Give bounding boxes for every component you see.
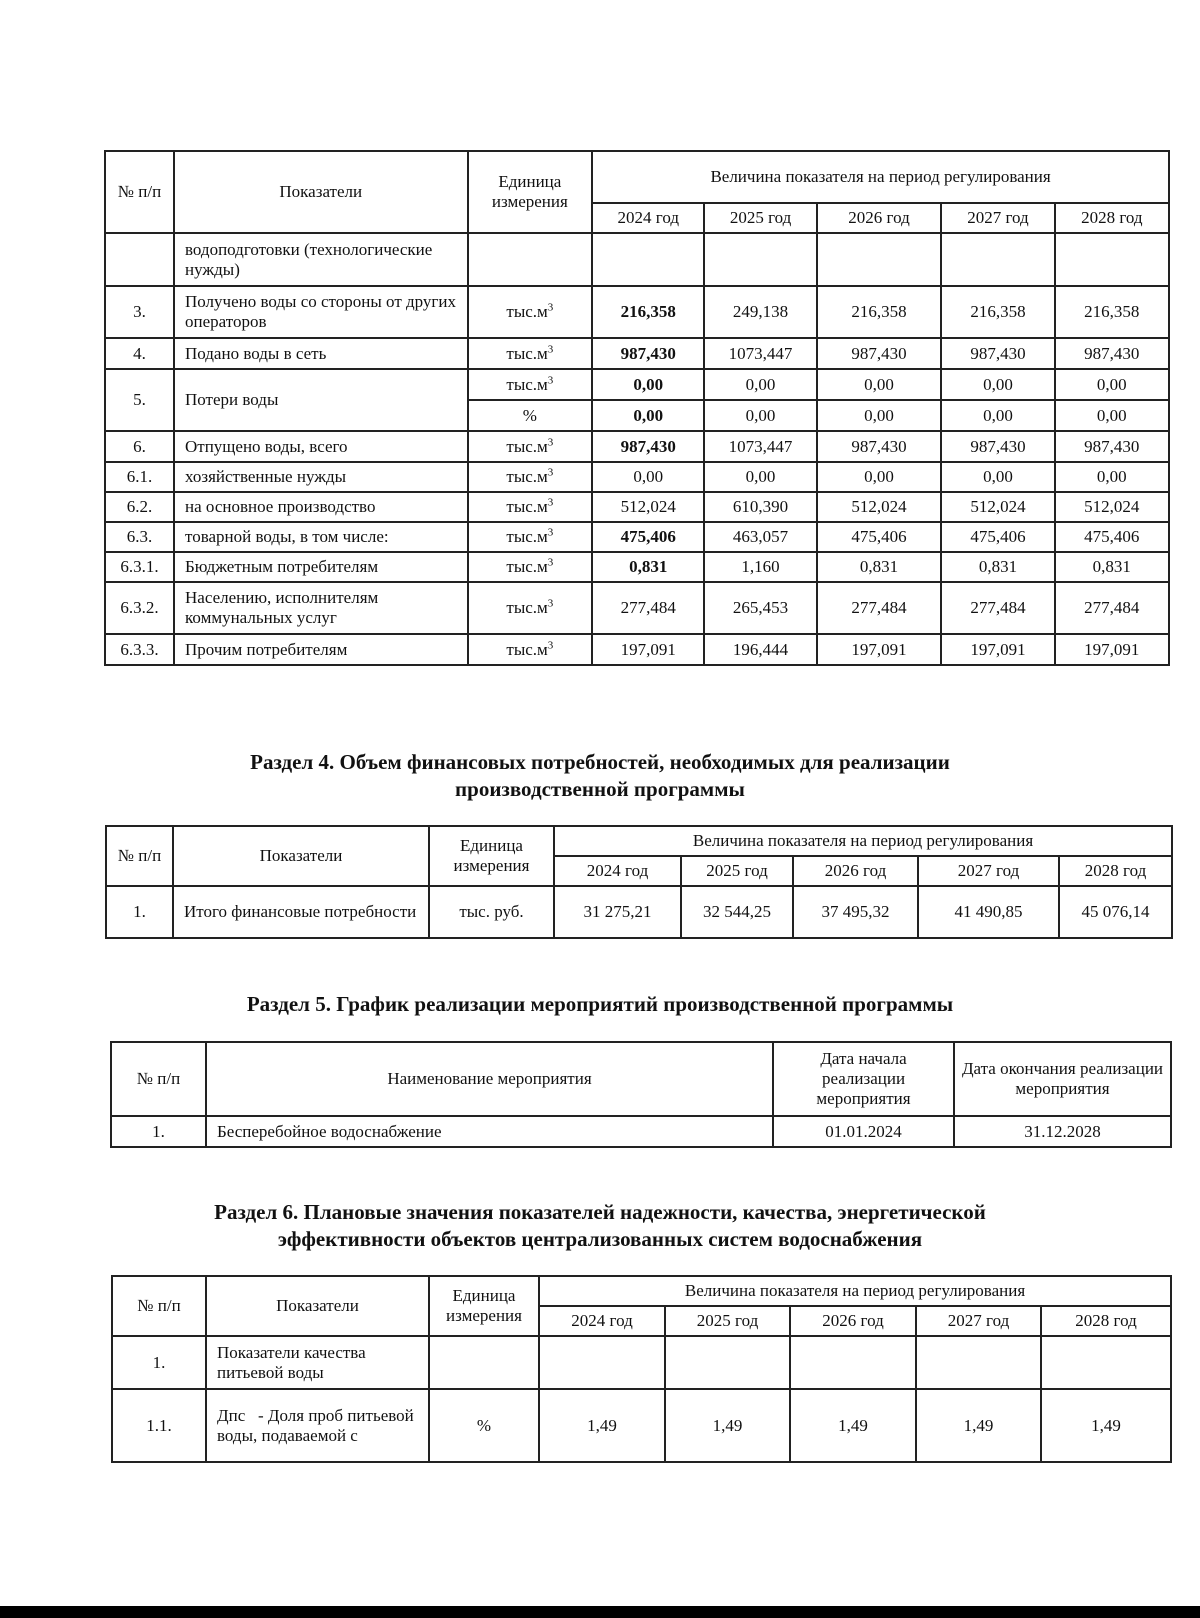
table-row xyxy=(105,492,1169,522)
cell-value: 197,091 xyxy=(941,634,1054,665)
cell-value xyxy=(665,1336,790,1389)
row-num: 1. xyxy=(111,1116,206,1147)
cell-value: 512,024 xyxy=(817,492,942,522)
row-name: Прочим потребителям xyxy=(174,634,468,665)
cell-value: 0,831 xyxy=(817,552,942,582)
row-unit: $тыс.м^3$ xyxy=(468,582,593,634)
row-name: Дпс - Доля проб питьевой воды, подаваемой с xyxy=(206,1389,429,1462)
row-name: Получено воды со стороны от других операторов xyxy=(174,286,468,338)
cell-value xyxy=(1041,1336,1171,1389)
cell-value: 475,406 xyxy=(817,522,942,552)
cell-value: 0,00 xyxy=(1055,400,1169,431)
header-year: 2026 год xyxy=(817,203,942,233)
header-num: № п/п xyxy=(105,151,174,233)
table-row xyxy=(105,431,1169,462)
cell-value: 0,00 xyxy=(941,462,1054,492)
cell-value: 1,49 xyxy=(916,1389,1041,1462)
cell-value: 1,160 xyxy=(704,552,816,582)
cell-value: 0,00 xyxy=(817,369,942,400)
cell-value: 987,430 xyxy=(1055,431,1169,462)
cell-value: 196,444 xyxy=(704,634,816,665)
header-unit: Единица измерения xyxy=(429,826,554,886)
cell-value: 0,00 xyxy=(592,462,704,492)
section5-title: Раздел 5. График реализации мероприятий производственной программы xyxy=(246,992,954,1016)
cell-value: 216,358 xyxy=(592,286,704,338)
row-unit: % xyxy=(468,400,593,431)
row-name: Итого финансовые потребности xyxy=(173,886,429,938)
section6-title: Раздел 6. Плановые значения показателей надежности, качества, энергетической эффективности объектов централизованных систем водоснабжения xyxy=(214,1200,986,1251)
row-name: Бесперебойное водоснабжение xyxy=(206,1116,773,1147)
row-unit: $тыс.м^3$ xyxy=(468,369,593,400)
table-row xyxy=(111,1116,1171,1147)
row-end-date: 31.12.2028 xyxy=(954,1116,1171,1147)
row-unit: тыс. руб. xyxy=(429,886,554,938)
table-row xyxy=(105,233,1169,286)
header-year: 2026 год xyxy=(793,856,918,886)
header-year: 2027 год xyxy=(941,203,1054,233)
row-name: товарной воды, в том числе: xyxy=(174,522,468,552)
cell-value: 0,00 xyxy=(941,400,1054,431)
row-unit: $тыс.м^3$ xyxy=(468,634,593,665)
row-unit: $тыс.м^3$ xyxy=(468,552,593,582)
row-unit xyxy=(429,1336,539,1389)
cell-value: 41 490,85 xyxy=(918,886,1059,938)
table-row xyxy=(105,582,1169,634)
row-num: 1. xyxy=(112,1336,206,1389)
row-num: 6.3.3. xyxy=(105,634,174,665)
row-num xyxy=(105,233,174,286)
cell-value: 0,831 xyxy=(941,552,1054,582)
cell-value xyxy=(704,233,816,286)
cell-value: 1,49 xyxy=(665,1389,790,1462)
cell-value: 32 544,25 xyxy=(681,886,793,938)
scan-edge-bar xyxy=(0,1606,1200,1618)
cell-value: 216,358 xyxy=(817,286,942,338)
cell-value: 0,831 xyxy=(1055,552,1169,582)
cell-value: 987,430 xyxy=(941,431,1054,462)
header-value-group: Величина показателя на период регулирования xyxy=(592,151,1169,203)
header-indicator: Показатели xyxy=(173,826,429,886)
cell-value xyxy=(592,233,704,286)
header-unit: Единица измерения xyxy=(429,1276,539,1336)
cell-value: 987,430 xyxy=(941,338,1054,369)
cell-value: 0,00 xyxy=(592,369,704,400)
cell-value: 463,057 xyxy=(704,522,816,552)
row-name: Бюджетным потребителям xyxy=(174,552,468,582)
header-event-name: Наименование мероприятия xyxy=(206,1042,773,1116)
table-row xyxy=(105,286,1169,338)
row-start-date: 01.01.2024 xyxy=(773,1116,954,1147)
row-num: 6.3.2. xyxy=(105,582,174,634)
table-row xyxy=(112,1336,1171,1389)
row-name: водоподготовки (технологические нужды) xyxy=(174,233,468,286)
table-row xyxy=(105,522,1169,552)
cell-value: 216,358 xyxy=(941,286,1054,338)
cell-value xyxy=(539,1336,665,1389)
header-year: 2027 год xyxy=(916,1306,1041,1336)
row-num: 6.3. xyxy=(105,522,174,552)
row-num: 6.1. xyxy=(105,462,174,492)
row-name: Населению, исполнителям коммунальных услуг xyxy=(174,582,468,634)
header-num: № п/п xyxy=(111,1042,206,1116)
cell-value: 475,406 xyxy=(941,522,1054,552)
cell-value: 1073,447 xyxy=(704,431,816,462)
row-name: Потери воды xyxy=(174,369,468,431)
header-year: 2024 год xyxy=(539,1306,665,1336)
cell-value: 475,406 xyxy=(592,522,704,552)
water-balance-table xyxy=(104,150,1170,666)
table-row xyxy=(112,1389,1171,1462)
cell-value: 1,49 xyxy=(790,1389,916,1462)
cell-value xyxy=(1055,233,1169,286)
cell-value: 37 495,32 xyxy=(793,886,918,938)
row-unit: % xyxy=(429,1389,539,1462)
row-unit xyxy=(468,233,593,286)
cell-value: 1,49 xyxy=(539,1389,665,1462)
cell-value: 0,00 xyxy=(704,369,816,400)
table-row xyxy=(105,552,1169,582)
row-unit: $тыс.м^3$ xyxy=(468,338,593,369)
cell-value: 277,484 xyxy=(941,582,1054,634)
header-year: 2025 год xyxy=(681,856,793,886)
table-row xyxy=(105,634,1169,665)
header-year: 2026 год xyxy=(790,1306,916,1336)
header-year: 2028 год xyxy=(1059,856,1172,886)
cell-value: 987,430 xyxy=(1055,338,1169,369)
row-unit: $тыс.м^3$ xyxy=(468,462,593,492)
header-value-group: Величина показателя на период регулирования xyxy=(554,826,1172,856)
header-year: 2025 год xyxy=(665,1306,790,1336)
cell-value: 0,00 xyxy=(704,462,816,492)
table-row xyxy=(105,462,1169,492)
cell-value: 0,00 xyxy=(592,400,704,431)
cell-value: 0,00 xyxy=(704,400,816,431)
schedule-table xyxy=(110,1041,1172,1148)
row-num: 1. xyxy=(106,886,173,938)
row-name: Подано воды в сеть xyxy=(174,338,468,369)
table-row xyxy=(106,886,1172,938)
cell-value: 475,406 xyxy=(1055,522,1169,552)
row-name: Отпущено воды, всего xyxy=(174,431,468,462)
row-num: 5. xyxy=(105,369,174,431)
cell-value: 610,390 xyxy=(704,492,816,522)
row-num: 6.3.1. xyxy=(105,552,174,582)
cell-value: 987,430 xyxy=(592,431,704,462)
row-unit: $тыс.м^3$ xyxy=(468,286,593,338)
cell-value: 277,484 xyxy=(817,582,942,634)
row-num: 3. xyxy=(105,286,174,338)
header-year: 2028 год xyxy=(1041,1306,1171,1336)
header-indicator: Показатели xyxy=(206,1276,429,1336)
cell-value: 45 076,14 xyxy=(1059,886,1172,938)
cell-value: 512,024 xyxy=(592,492,704,522)
row-unit: $тыс.м^3$ xyxy=(468,522,593,552)
cell-value: 0,831 xyxy=(592,552,704,582)
cell-value: 197,091 xyxy=(592,634,704,665)
cell-value: 216,358 xyxy=(1055,286,1169,338)
cell-value: 277,484 xyxy=(1055,582,1169,634)
cell-value: 1,49 xyxy=(1041,1389,1171,1462)
cell-value: 0,00 xyxy=(1055,462,1169,492)
row-num: 1.1. xyxy=(112,1389,206,1462)
header-year: 2028 год xyxy=(1055,203,1169,233)
row-name: хозяйственные нужды xyxy=(174,462,468,492)
header-end-date: Дата окончания реализации мероприятия xyxy=(954,1042,1171,1116)
cell-value: 512,024 xyxy=(1055,492,1169,522)
header-num: № п/п xyxy=(106,826,173,886)
cell-value xyxy=(941,233,1054,286)
header-year: 2027 год xyxy=(918,856,1059,886)
cell-value xyxy=(817,233,942,286)
header-year: 2025 год xyxy=(704,203,816,233)
header-year: 2024 год xyxy=(592,203,704,233)
cell-value: 987,430 xyxy=(817,338,942,369)
cell-value: 31 275,21 xyxy=(554,886,681,938)
header-indicator: Показатели xyxy=(174,151,468,233)
row-unit: $тыс.м^3$ xyxy=(468,492,593,522)
cell-value: 1073,447 xyxy=(704,338,816,369)
cell-value: 197,091 xyxy=(1055,634,1169,665)
cell-value: 512,024 xyxy=(941,492,1054,522)
header-start-date: Дата начала реализации мероприятия xyxy=(773,1042,954,1116)
header-year: 2024 год xyxy=(554,856,681,886)
cell-value: 987,430 xyxy=(817,431,942,462)
header-num: № п/п xyxy=(112,1276,206,1336)
cell-value: 0,00 xyxy=(817,400,942,431)
row-unit: $тыс.м^3$ xyxy=(468,431,593,462)
section4-title: Раздел 4. Объем финансовых потребностей, необходимых для реализации производственной программы xyxy=(250,750,950,801)
table-row xyxy=(105,369,1169,400)
row-num: 6. xyxy=(105,431,174,462)
cell-value: 0,00 xyxy=(1055,369,1169,400)
cell-value: 0,00 xyxy=(941,369,1054,400)
row-name: Показатели качества питьевой воды xyxy=(206,1336,429,1389)
cell-value: 197,091 xyxy=(817,634,942,665)
cell-value: 987,430 xyxy=(592,338,704,369)
financial-needs-table xyxy=(105,825,1173,939)
cell-value xyxy=(916,1336,1041,1389)
row-num: 4. xyxy=(105,338,174,369)
row-num: 6.2. xyxy=(105,492,174,522)
cell-value: 0,00 xyxy=(817,462,942,492)
cell-value: 249,138 xyxy=(704,286,816,338)
row-name: на основное производство xyxy=(174,492,468,522)
cell-value xyxy=(790,1336,916,1389)
reliability-indicators-table xyxy=(111,1275,1172,1463)
header-value-group: Величина показателя на период регулирования xyxy=(539,1276,1171,1306)
cell-value: 265,453 xyxy=(704,582,816,634)
header-unit: Единица измерения xyxy=(468,151,593,233)
table-row xyxy=(105,338,1169,369)
cell-value: 277,484 xyxy=(592,582,704,634)
